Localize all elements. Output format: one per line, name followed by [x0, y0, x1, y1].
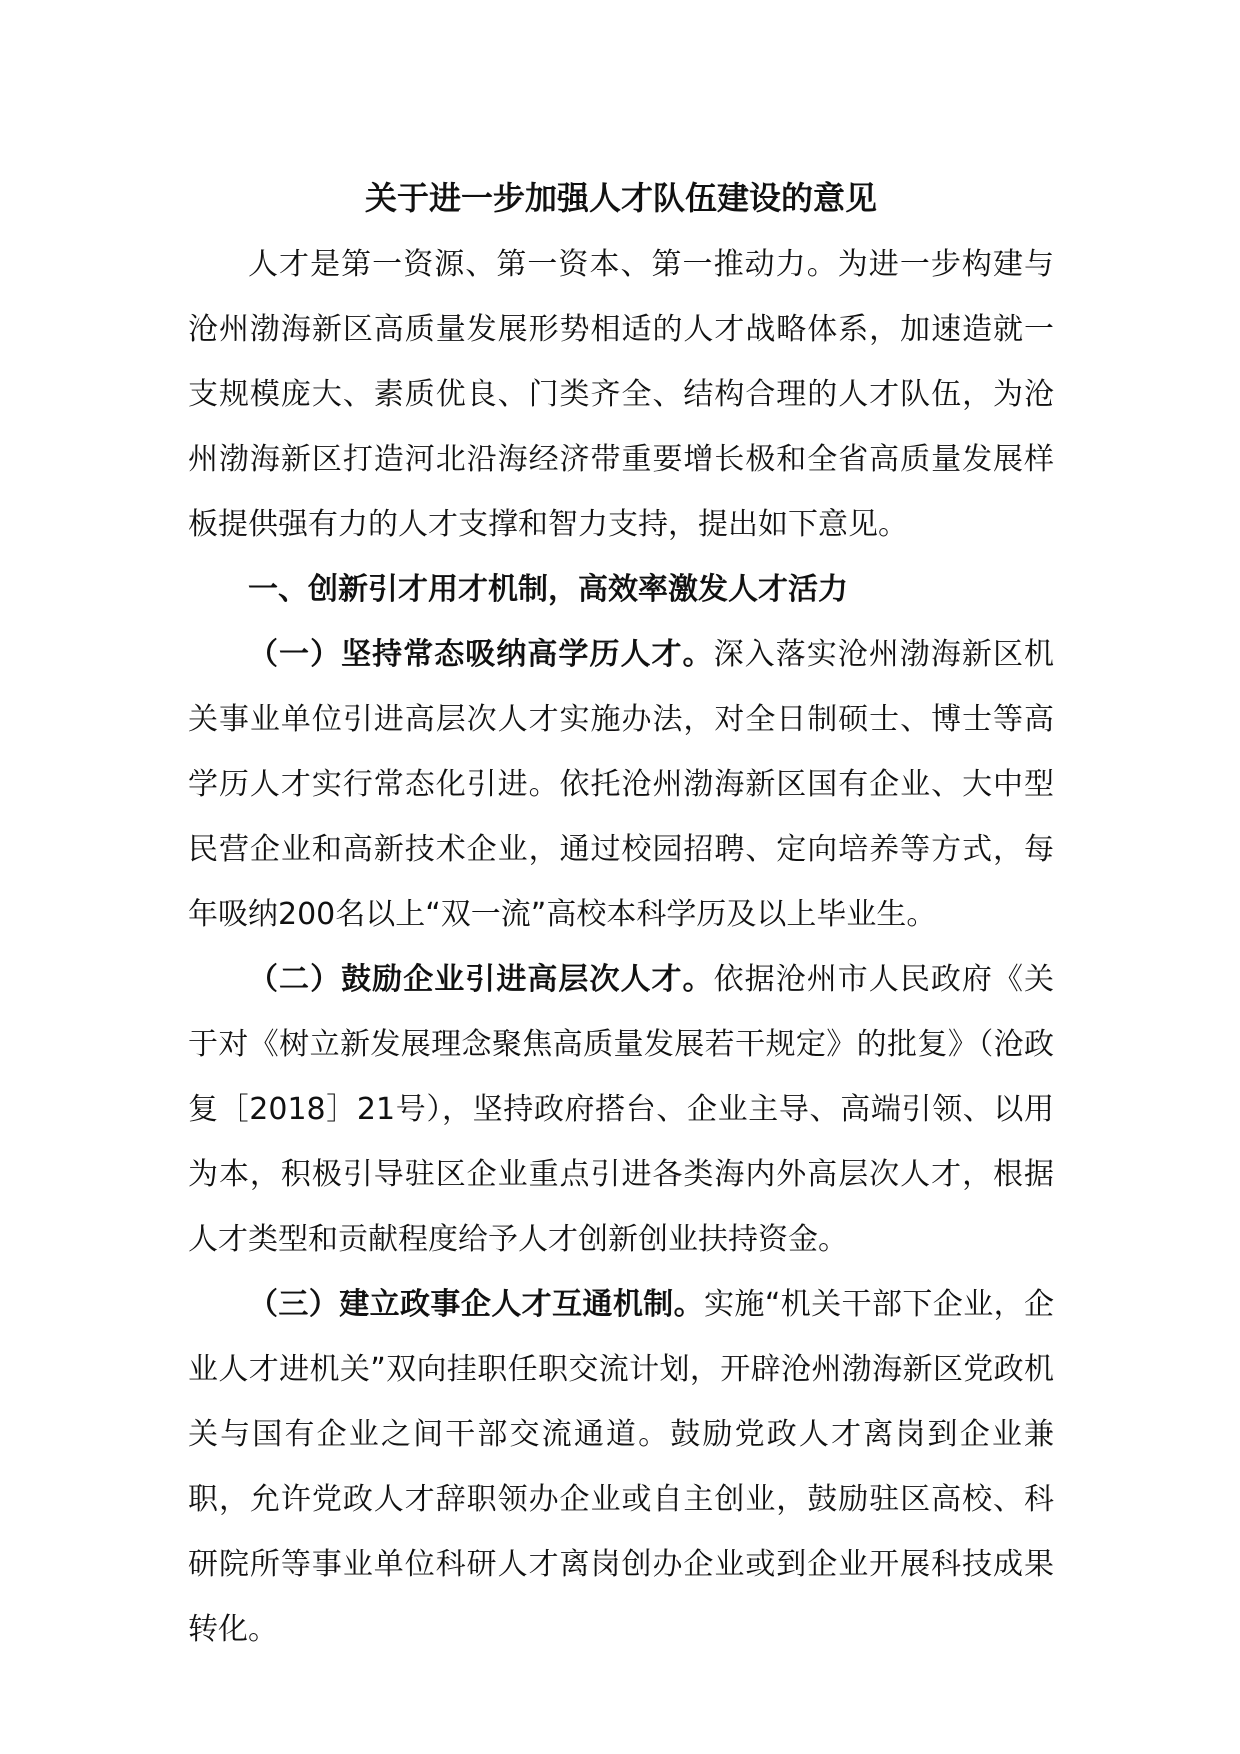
item-1-paragraph — [188, 622, 1054, 947]
item-1-body: 深入落实沧州渤海新区机关事业单位引进高层次人才实施办法，对全日制硕士、博士等高学历人才实行常态化引进。依托沧州渤海新区国有企业、大中型民营企业和高新技术企业，通过校园招聘、定向培养等方式，每年吸纳200名以上“双一流”高校本科学历及以上毕业生。 — [188, 637, 1055, 932]
item-3-paragraph — [188, 1272, 1054, 1662]
item-2-body: 依据沧州市人民政府《关于对《树立新发展理念聚焦高质量发展若干规定》的批复》（沧政复［2018］21号），坚持政府搭台、企业主导、高端引领、以用为本，积极引导驻区企业重点引进各类海内外高层次人才，根据人才类型和贡献程度给予人才创新创业扶持资金。 — [188, 962, 1055, 1257]
intro-paragraph: 人才是第一资源、第一资本、第一推动力。为进一步构建与沧州渤海新区高质量发展形势相适的人才战略体系，加速造就一支规模庞大、素质优良、门类齐全、结构合理的人才队伍，为沧州渤海新区打造河北沿海经济带重要增长极和全省高质量发展样板提供强有力的人才支撑和智力支持，提出如下意见。 — [188, 247, 1054, 542]
section-1-heading: 一、创新引才用才机制，高效率激发人才活力 — [248, 572, 848, 607]
item-2-paragraph — [188, 947, 1054, 1272]
item-2-lead: （二）鼓励企业引进高层次人才。 — [248, 962, 714, 997]
item-1-lead: （一）坚持常态吸纳高学历人才。 — [248, 637, 714, 672]
document-page — [188, 170, 1054, 1662]
document-title: 关于进一步加强人才队伍建设的意见 — [364, 179, 877, 217]
item-3-body: 实施“机关干部下企业，企业人才进机关”双向挂职任职交流计划，开辟沧州渤海新区党政机关与国有企业之间干部交流通道。鼓励党政人才离岗到企业兼职，允许党政人才辞职领办企业或自主创业，鼓励驻区高校、科研院所等事业单位科研人才离岗创办企业或到企业开展科技成果转化。 — [188, 1287, 1054, 1647]
item-3-lead: （三）建立政事企人才互通机制。 — [248, 1287, 705, 1322]
